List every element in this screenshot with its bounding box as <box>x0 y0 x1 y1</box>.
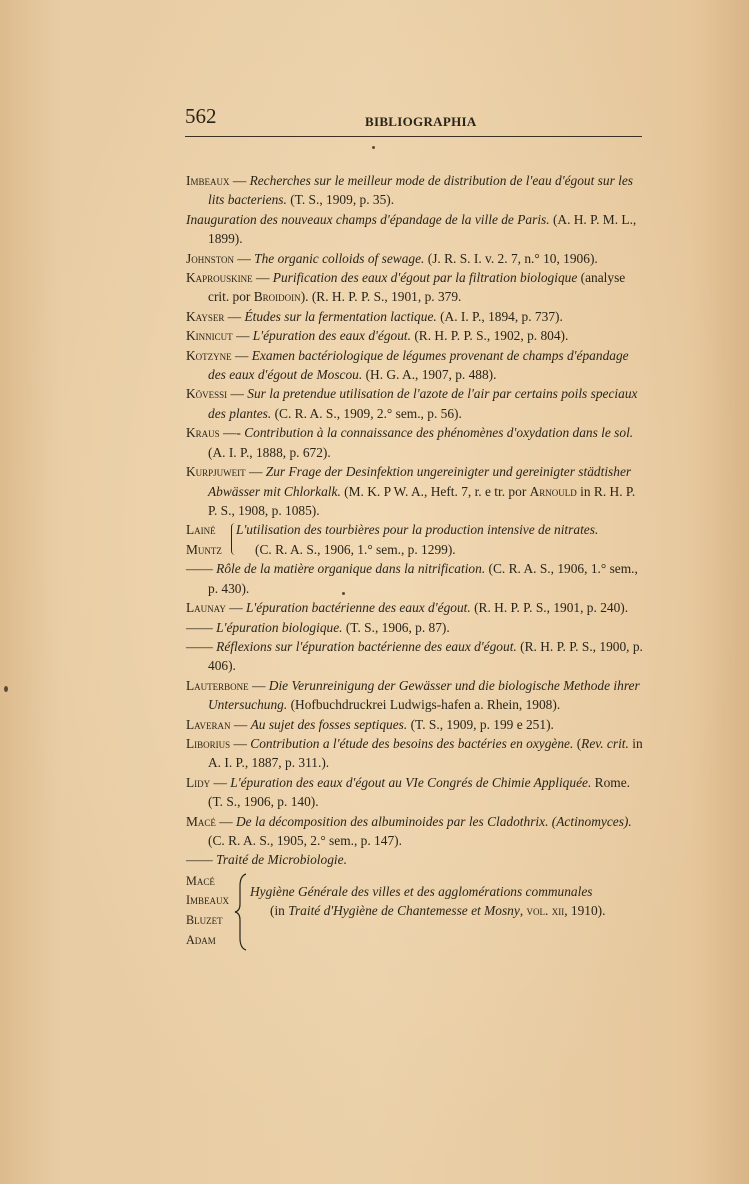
work-reference: (T. S., 1909, p. 35). <box>286 192 395 208</box>
bibliography-entry <box>186 734 644 773</box>
entry-dash: — <box>230 735 251 751</box>
author-name: Lainé <box>186 522 216 538</box>
entry-dash: —— <box>186 561 217 577</box>
page-header <box>185 100 642 137</box>
work-reference: (in Traité d'Hygiène de Chantemesse et Mosny, vol. xii, 1910). <box>270 903 606 919</box>
author-name: Imbeaux <box>186 893 230 908</box>
bibliography-entry <box>186 171 644 210</box>
entry-dash: —- <box>219 425 245 441</box>
author-name: Launay <box>186 600 226 616</box>
entry-dash: — <box>229 173 250 188</box>
author-name: Macé <box>186 813 216 829</box>
work-reference-name: Broidoin <box>253 289 301 305</box>
work-reference: (T. S., 1909, p. 199 e 251). <box>407 716 554 732</box>
work-reference: (R. H. P. P. S., 1900, p. 406). <box>208 638 643 674</box>
work-reference: in A. I. P., 1887, p. 311.). <box>208 735 643 771</box>
work-reference: (R. H. P. P. S., 1901, p. 240). <box>470 600 629 616</box>
work-title: Zur Frage der Desinfektion ungereinigter und gereinigter städtisher Abwässer mit Chlorkalk. <box>208 464 632 499</box>
bibliography-entry <box>186 559 644 598</box>
entry-dash: — <box>215 813 237 829</box>
work-reference: (M. K. P W. A., Heft. 7, r. e tr. por <box>340 483 530 499</box>
work-reference: (R. H. P. P. S., 1902, p. 804). <box>410 328 569 344</box>
author-name: Kraus <box>186 425 220 441</box>
work-title: Traité de Microbiologie. <box>216 852 347 868</box>
bibliography-entry <box>186 676 644 715</box>
work-title: Die Verunreinigung der Gewässer und die biologische Methode ihrer Untersuchung. <box>208 677 640 713</box>
work-title: Hygiène Générale des villes et des agglomérations communales <box>250 883 593 899</box>
author-brace <box>234 872 248 952</box>
bibliography-entry <box>186 618 644 637</box>
work-title: L'utilisation des tourbières pour la production intensive de nitrates. <box>236 522 599 538</box>
bibliography-entry <box>186 773 644 812</box>
work-title: The organic colloids of sewage. <box>254 250 425 266</box>
work-title: Purification des eaux d'égout par la filtration biologique <box>272 270 578 286</box>
entry-dash: —— <box>186 852 217 868</box>
author-name: Kövessi <box>186 386 228 402</box>
author-name: Kinnicut <box>186 328 233 344</box>
work-title: Examen bactériologique de légumes provenant de champs d'épandage des eaux d'égout de Moscou. <box>208 347 629 383</box>
author-name: Johnston <box>186 250 235 266</box>
entry-dash: — <box>225 600 246 616</box>
entry-dash: — <box>245 464 266 480</box>
author-name: Macé <box>186 873 215 888</box>
work-title: L'épuration biologique. <box>216 619 343 635</box>
work-reference: (C. R. A. S., 1909, 2.° sem., p. 56). <box>271 405 462 421</box>
author-name: Kayser <box>186 308 225 324</box>
bibliography-entry <box>186 307 644 326</box>
work-reference: (J. R. S. I. v. 2. 7, n.° 10, 1906). <box>424 250 598 266</box>
work-title: Études sur la fermentation lactique. <box>244 308 437 324</box>
author-name: Kurpjuweit <box>186 464 246 480</box>
bibliography-entry <box>186 249 644 268</box>
bibliography-entry <box>186 326 644 345</box>
bibliography-entry <box>186 423 644 462</box>
work-title: L'épuration des eaux d'égout au VIe Congrés de Chimie Appliquée. <box>230 774 592 790</box>
work-title: Contribution à la connaissance des phénomènes d'oxydation dans le sol. <box>244 425 634 441</box>
bibliography-entry-group-hygiene <box>186 872 644 952</box>
entry-dash: — <box>230 716 251 732</box>
author-name: Muntz <box>186 541 222 557</box>
entry-dash: — <box>227 386 248 402</box>
work-reference-italic: Rev. crit. <box>581 735 629 751</box>
author-name: Laveran <box>186 716 231 732</box>
work-reference: (T. S., 1906, p. 87). <box>342 619 450 635</box>
work-title: Au sujet des fosses septiques. <box>250 716 408 732</box>
bibliography-entry <box>186 598 644 617</box>
entry-dash: — <box>224 308 245 324</box>
running-title: BIBLIOGRAPHIA <box>365 114 477 129</box>
author-name: Lauterbone <box>186 677 249 693</box>
paper-speck <box>372 146 375 149</box>
bibliography-list <box>186 171 644 952</box>
author-name: Lidy <box>186 774 211 790</box>
bibliography-entry <box>186 715 644 734</box>
work-reference: (A. I. P., 1894, p. 737). <box>436 308 563 324</box>
work-title: Réflexions sur l'épuration bactérienne des eaux d'égout. <box>216 638 517 654</box>
bibliography-entry <box>186 346 644 385</box>
grouped-authors <box>186 520 230 559</box>
work-reference: in R. H. P. P. S., 1908, p. 1085). <box>208 483 636 518</box>
entry-dash: — <box>252 270 273 286</box>
author-name: Kotzyne <box>186 347 232 363</box>
author-name: Bluzet <box>186 913 223 927</box>
work-reference: (C. R. A. S., 1906, 1.° sem., p. 1299). <box>255 541 456 557</box>
entry-dash: —— <box>186 638 217 654</box>
bibliography-entry <box>186 850 644 869</box>
work-reference: (A. I. P., 1888, p. 672). <box>208 444 331 460</box>
work-title: Recherches sur le meilleur mode de distribution de l'eau d'égout sur les lits bacteriens. <box>208 173 634 208</box>
bibliography-entry <box>186 637 644 676</box>
work-title: Sur la pretendue utilisation de l'azote de l'air par certains poils speciaux des plantes. <box>208 386 638 421</box>
work-reference: (H. G. A., 1907, p. 488). <box>362 367 497 383</box>
work-reference-name: Arnould <box>529 483 577 499</box>
work-title: De la décomposition des albuminoides par les Cladothrix. (Actinomyces). <box>236 813 632 829</box>
paper-speck <box>4 686 8 692</box>
entry-dash: — <box>231 347 252 363</box>
work-title: L'épuration des eaux d'égout. <box>252 328 411 344</box>
bibliography-entry <box>186 210 644 249</box>
entry-dash: —— <box>186 619 217 635</box>
work-reference: (A. H. P. M. L., 1899). <box>208 211 637 247</box>
work-title: L'épuration bactérienne des eaux d'égout. <box>245 600 471 616</box>
page-number: 562 <box>185 104 217 128</box>
bibliography-entry <box>186 384 644 423</box>
work-reference: Rome. (T. S., 1906, p. 140). <box>208 774 630 810</box>
bibliography-entry-laine-muntz <box>186 520 644 559</box>
work-reference: (C. R. A. S., 1906, 1.° sem., p. 430). <box>208 561 638 596</box>
entry-dash: — <box>248 677 269 693</box>
author-name: Adam <box>186 932 216 947</box>
work-reference: ). (R. H. P. P. S., 1901, p. 379. <box>300 289 462 305</box>
author-name: Liborius <box>186 735 231 751</box>
work-title: Rôle de la matière organique dans la nitrification. <box>216 561 486 577</box>
work-reference: (Hofbuchdruckrei Ludwigs-hafen a. Rhein, 1908). <box>287 697 561 713</box>
bibliography-entry <box>186 462 644 520</box>
bibliography-entry <box>186 268 644 307</box>
work-reference: ( <box>573 735 582 751</box>
entry-dash: — <box>234 250 255 266</box>
paper-speck <box>342 592 345 595</box>
entry-dash: — <box>210 774 231 790</box>
entry-dash: — <box>232 328 253 344</box>
work-title: Inauguration des nouveaux champs d'épandage de la ville de Paris. <box>186 211 550 227</box>
author-name: Imbeaux <box>186 173 230 188</box>
work-reference: (C. R. A. S., 1905, 2.° sem., p. 147). <box>208 833 402 848</box>
author-name: Kaprouskine <box>186 270 253 286</box>
work-reference: (analyse crit. por <box>208 270 626 305</box>
bibliography-entry <box>186 812 644 851</box>
work-title: Contribution a l'étude des besoins des bactéries en oxygène. <box>250 735 574 751</box>
